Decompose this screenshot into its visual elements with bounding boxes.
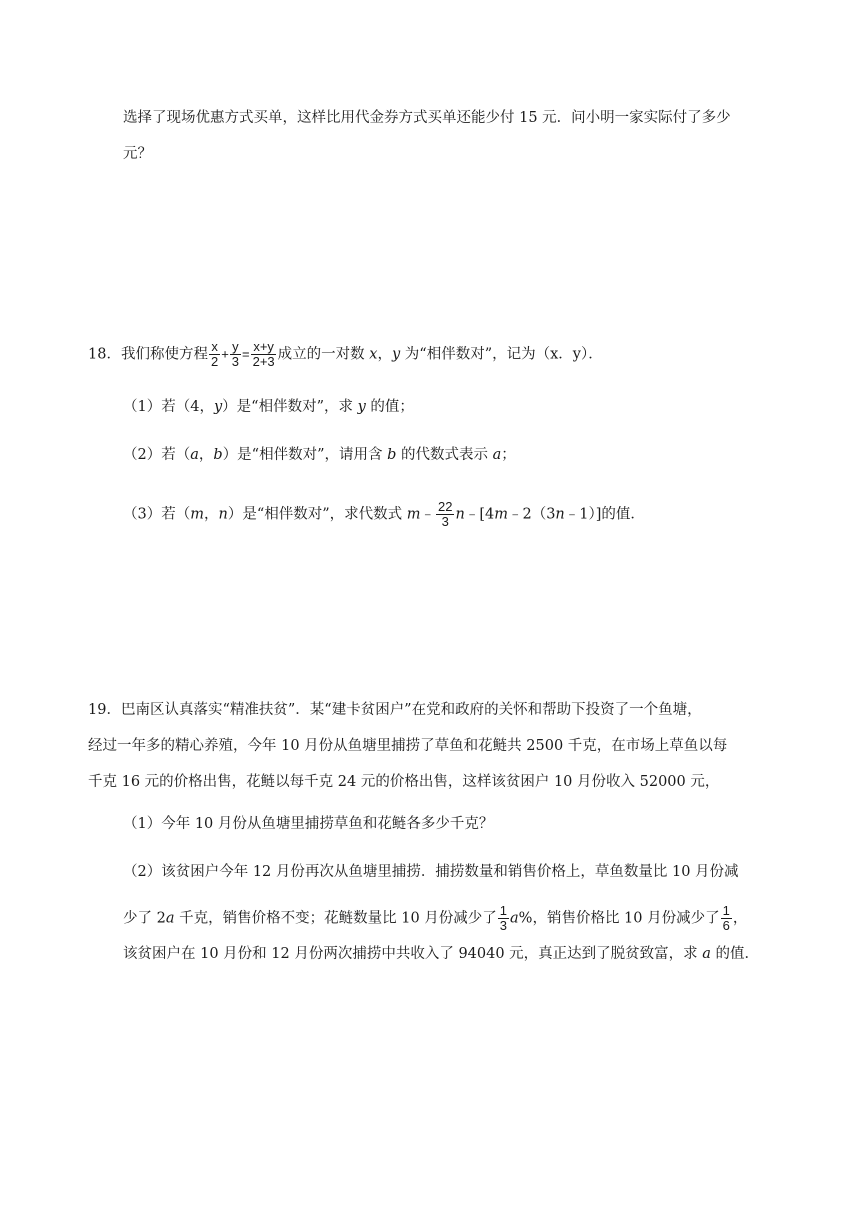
- q17-text-line-2: 元？: [123, 146, 152, 162]
- q19-text-line-3: 千克 16 元的价格出售，花鲢以每千克 24 元的价格出售，这样该贫困户 10 月份收入 52000 元，: [88, 774, 720, 790]
- q19-part-2-line-2: 少了 2a 千克，销售价格不变；花鲢数量比 10 月份减少了 $\frac{1}{3}$ a%，销售价格比 10 月份减少了 $\frac{1}{6}$ ，: [123, 903, 748, 933]
- plus-sign: +: [221, 346, 229, 362]
- q18-part-2: （2）若（a，b）是“相伴数对”，请用含 b 的代数式表示 a；: [123, 447, 516, 463]
- q19-part-2-line-1: （2）该贫困户今年 12 月份再次从鱼塘里捕捞．捕捞数量和销售价格上，草鱼数量比 10 月份减: [123, 864, 739, 880]
- q17-text-line-1: 选择了现场优惠方式买单，这样比用代金券方式买单还能少付 15 元．问小明一家实际付了多少: [123, 110, 731, 126]
- fraction-1-over-3: $\frac{1}{3}$: [499, 903, 508, 933]
- q18-part-3: （3）若（m，n）是“相伴数对”，求代数式 m﹣ $\frac{22}{3}$ n﹣[4m﹣2（3n﹣1）]的值．: [123, 499, 645, 529]
- equals-sign: =: [242, 346, 250, 362]
- q18-part-1: （1）若（4，y）是“相伴数对”，求 y 的值；: [123, 399, 414, 415]
- q18-stem: 18．我们称使方程 $\frac{x}{2}$ + $\frac{y}{3}$ = $\frac{x+y}{2+3}$ 成立的一对数 x，y 为“相伴数对”，记为（x．y）．: [88, 339, 603, 369]
- q19-text-line-2: 经过一年多的精心养殖，今年 10 月份从鱼塘里捕捞了草鱼和花鲢共 2500 千克，在市场上草鱼以每: [88, 738, 728, 754]
- fraction-x-over-2: $\frac{x}{2}$: [210, 339, 219, 369]
- q19-part-1: （1）今年 10 月份从鱼塘里捕捞草鱼和花鲢各多少千克？: [123, 816, 494, 832]
- fraction-22-over-3: $\frac{22}{3}$: [438, 499, 453, 529]
- fraction-xy-over-sum: $\frac{x+y}{2+3}$: [252, 339, 275, 369]
- q19-part-2-line-3: 该贫困户在 10 月份和 12 月份两次捕捞中共收入了 94040 元，真正达到了脱贫致富，求 a 的值．: [123, 946, 760, 962]
- q19-text-line-1: 19．巴南区认真落实“精准扶贫”．某“建卡贫困户”在党和政府的关怀和帮助下投资了一个鱼塘，: [88, 702, 702, 718]
- fraction-y-over-3: $\frac{y}{3}$: [231, 339, 240, 369]
- fraction-1-over-6: $\frac{1}{6}$: [722, 903, 730, 933]
- q18-stem-prefix: 18．我们称使方程: [88, 346, 208, 363]
